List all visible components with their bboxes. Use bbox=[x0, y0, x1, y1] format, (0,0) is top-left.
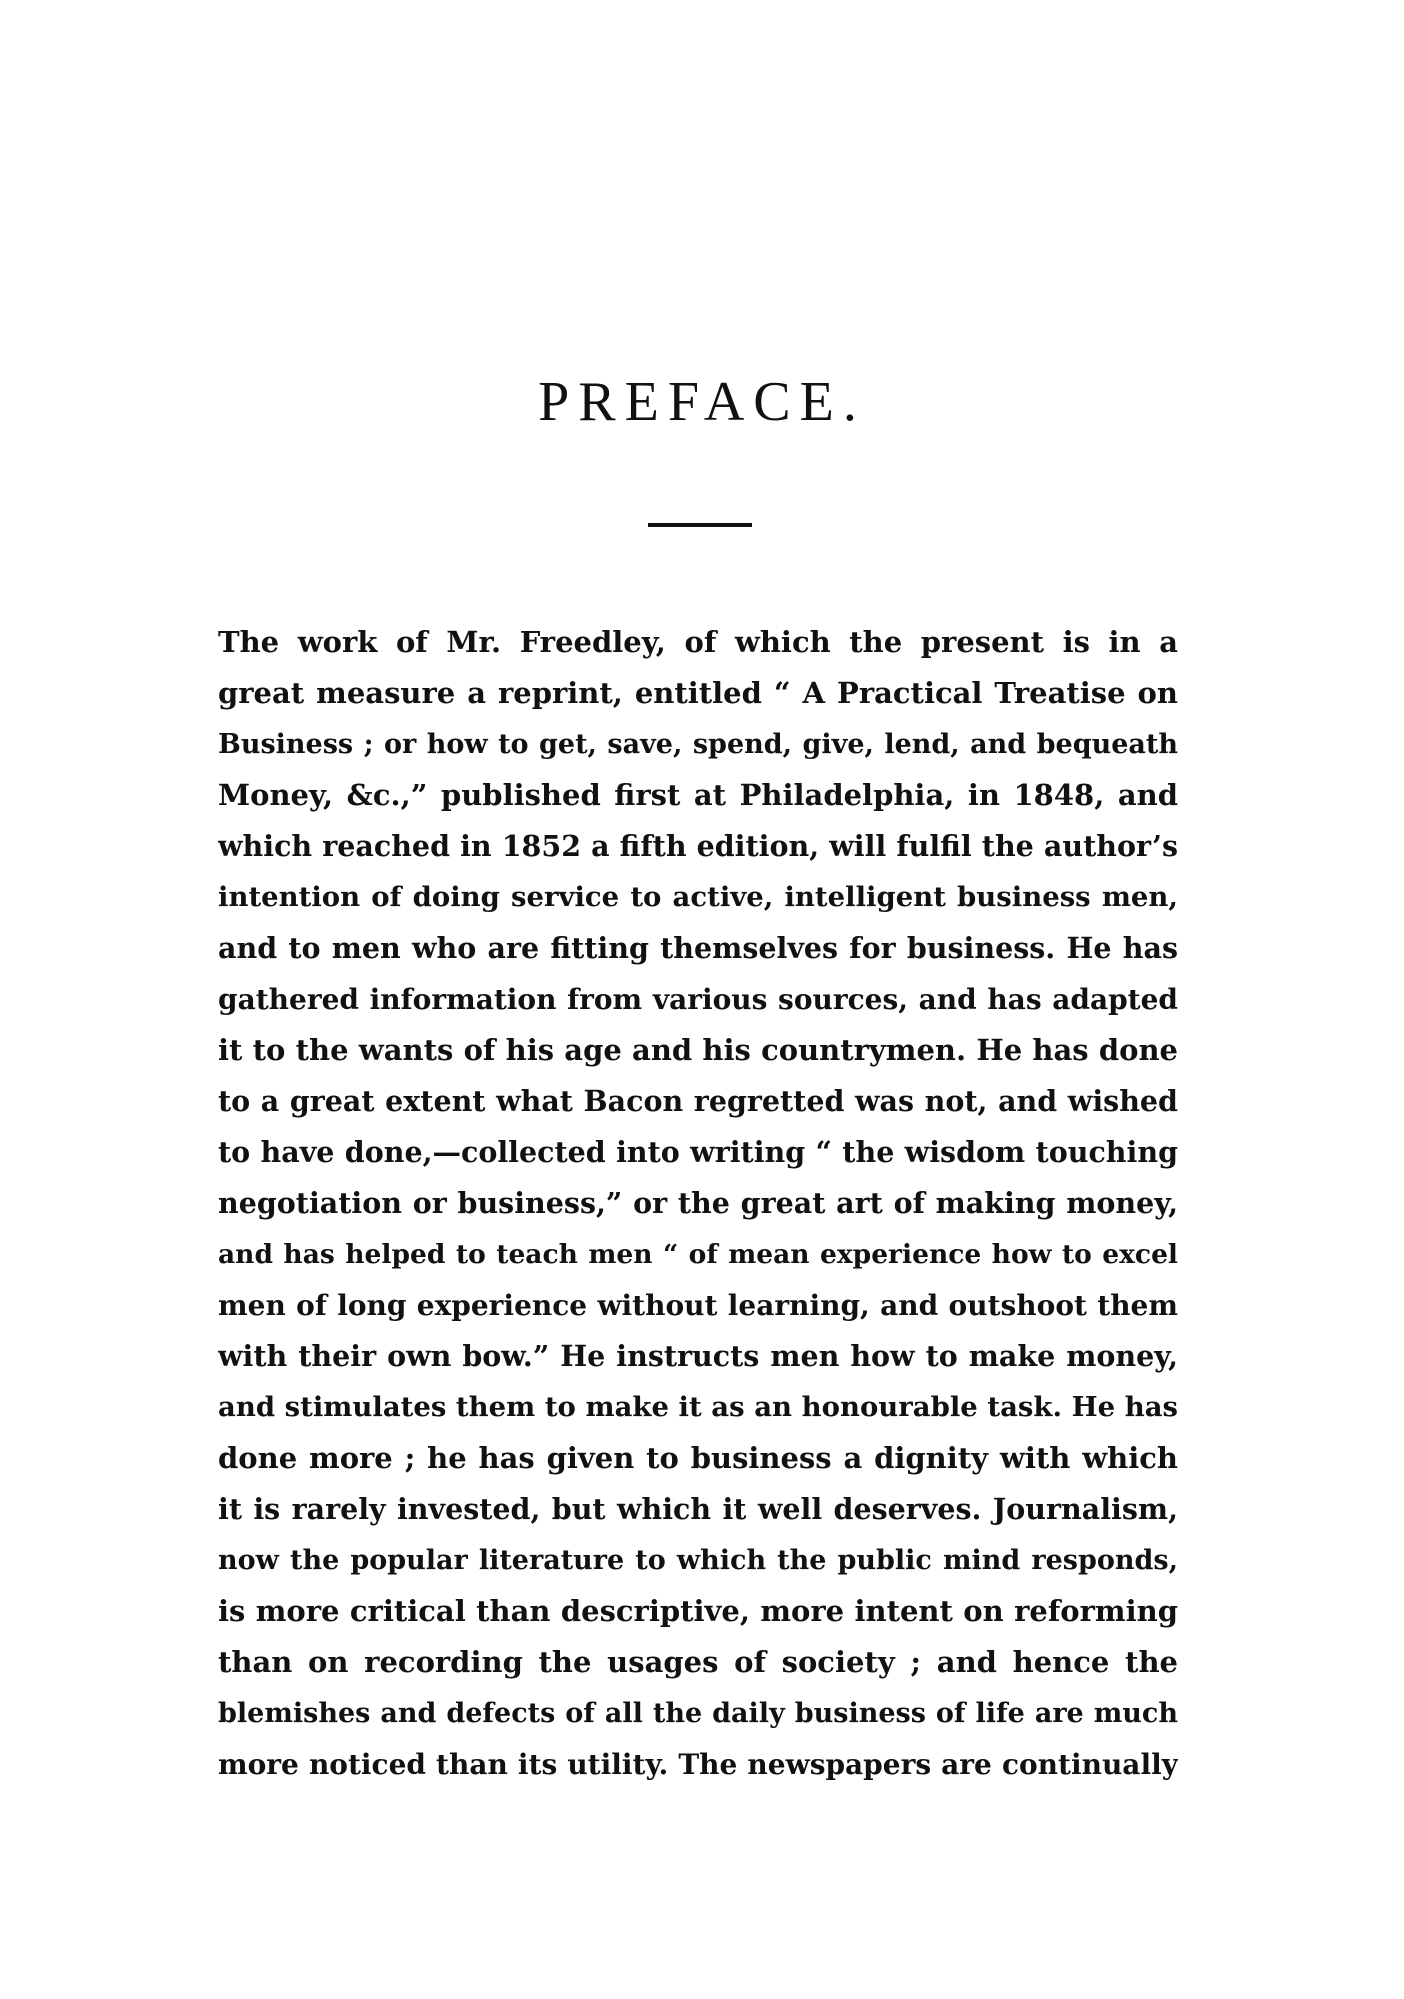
text-line: negotiation or business,” or the great art of making money, bbox=[218, 1186, 1178, 1220]
text-line: The work of Mr. Freedley, of which the present is in a bbox=[218, 625, 1178, 659]
text-line: now the popular literature to which the public mind responds, bbox=[218, 1545, 1178, 1576]
text-line: it to the wants of his age and his countrymen. He has done bbox=[218, 1033, 1178, 1067]
text-line: gathered information from various sources, and has adapted bbox=[218, 983, 1178, 1016]
text-line: great measure a reprint, entitled “ A Practical Treatise on bbox=[218, 676, 1178, 710]
text-line: blemishes and defects of all the daily business of life are much bbox=[218, 1698, 1178, 1729]
text-line: to a great extent what Bacon regretted was not, and wished bbox=[218, 1084, 1178, 1118]
text-line: and has helped to teach men “ of mean experience how to excel bbox=[218, 1239, 1178, 1270]
text-line: to have done,—collected into writing “ the wisdom touching bbox=[218, 1135, 1178, 1169]
heading-rule bbox=[648, 523, 752, 527]
text-line: is more critical than descriptive, more intent on reforming bbox=[218, 1594, 1178, 1628]
text-line: Business ; or how to get, save, spend, give, lend, and bequeath bbox=[218, 729, 1178, 760]
preface-body bbox=[218, 617, 1178, 1790]
text-line: done more ; he has given to business a dignity with which bbox=[218, 1441, 1178, 1475]
text-line: with their own bow.” He instructs men how to make money, bbox=[218, 1339, 1178, 1373]
preface-heading: PREFACE. bbox=[538, 371, 866, 433]
text-line: intention of doing service to active, intelligent business men, bbox=[218, 881, 1178, 913]
text-line: and stimulates them to make it as an honourable task. He has bbox=[218, 1391, 1178, 1423]
text-line: more noticed than its utility. The newspapers are continually bbox=[218, 1748, 1178, 1781]
text-line: and to men who are fitting themselves for business. He has bbox=[218, 931, 1178, 965]
text-line: which reached in 1852 a fifth edition, will fulfil the author’s bbox=[218, 829, 1178, 863]
text-line: men of long experience without learning, and outshoot them bbox=[218, 1289, 1178, 1322]
text-line: Money, &c.,” published first at Philadelphia, in 1848, and bbox=[218, 778, 1178, 812]
text-line: than on recording the usages of society ; and hence the bbox=[218, 1645, 1178, 1679]
text-line: it is rarely invested, but which it well deserves. Journalism, bbox=[218, 1492, 1178, 1526]
